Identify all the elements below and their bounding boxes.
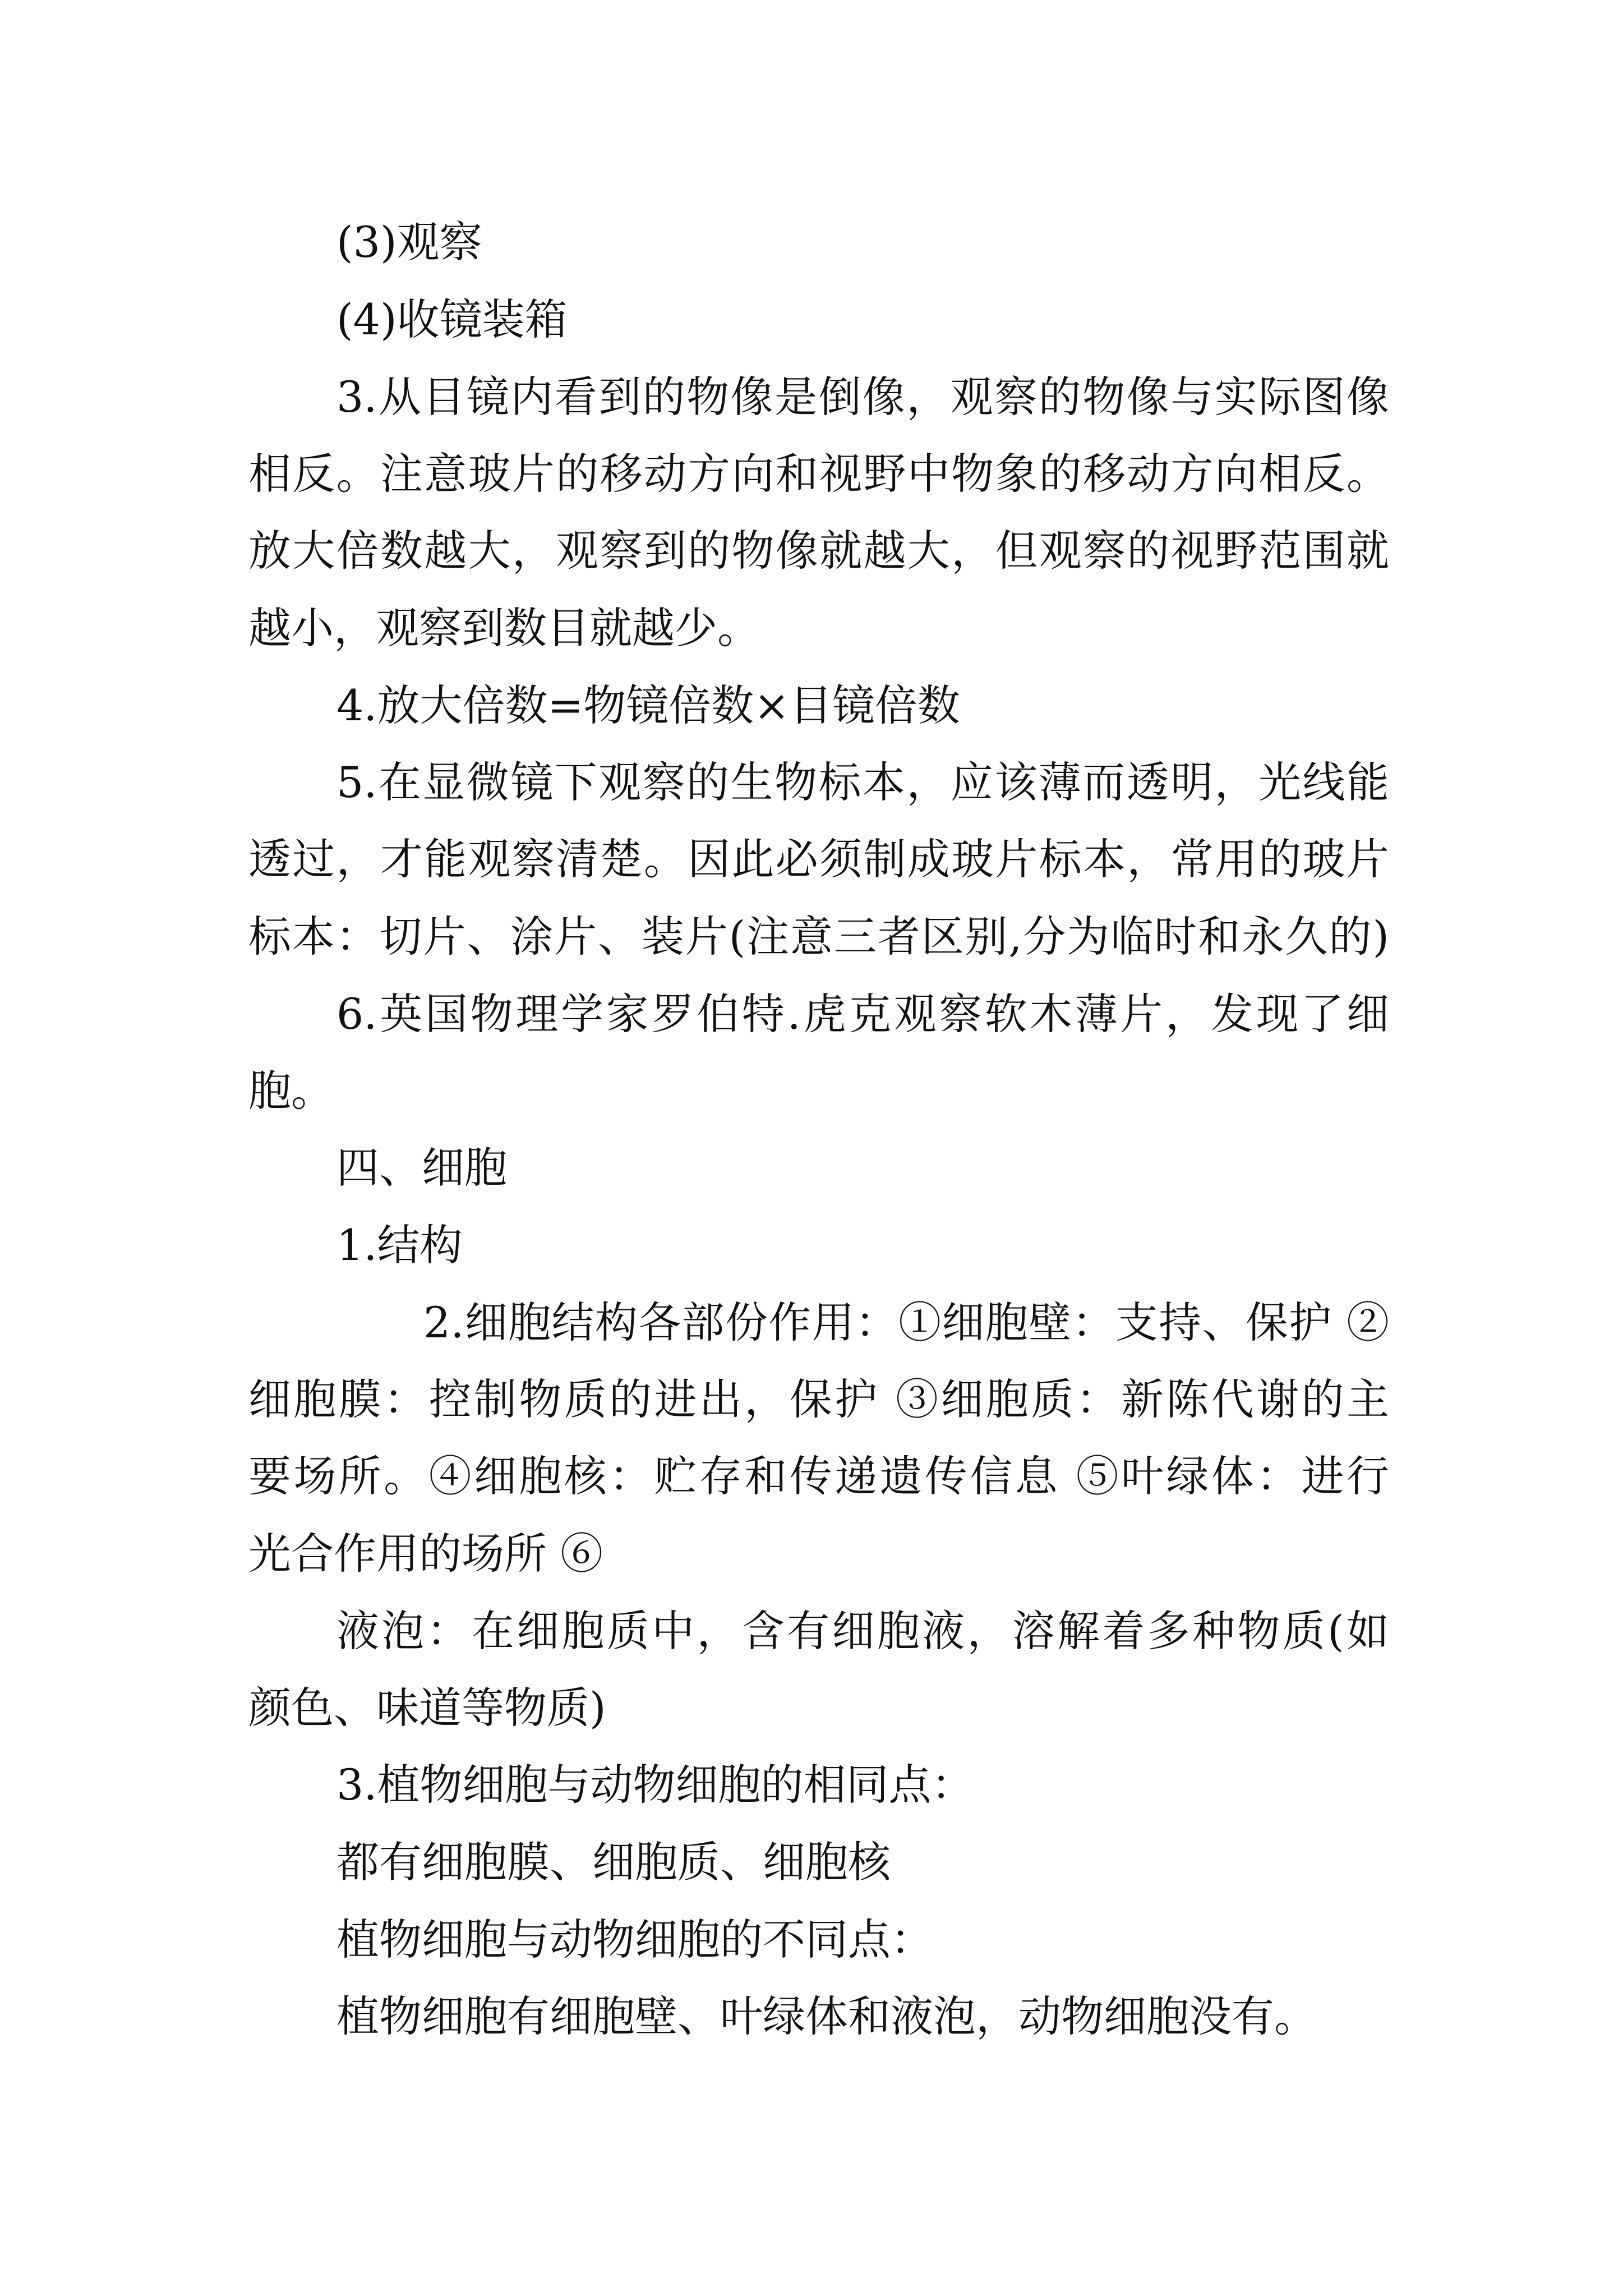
text-line: 胞。 [248,1066,334,1116]
section-heading: 四、细胞 [336,1143,507,1193]
text-line: 放大倍数越大，观察到的物像就越大，但观察的视野范围就 [248,526,1389,576]
text-line: 液泡：在细胞质中，含有细胞液，溶解着多种物质(如 [336,1606,1389,1656]
text-line: 植物细胞有细胞壁、叶绿体和液泡，动物细胞没有。 [336,1991,1317,2041]
text-line: 植物细胞与动物细胞的不同点： [336,1915,933,1964]
text-line: 相反。注意玻片的移动方向和视野中物象的移动方向相反。 [248,449,1389,499]
text-line: (3)观察 [336,217,482,267]
text-line: 要场所。④细胞核：贮存和传递遗传信息 ⑤叶绿体：进行 [248,1451,1389,1501]
text-line: 标本：切片、涂片、装片(注意三者区别,分为临时和永久的) [248,912,1389,961]
text-line: 越小，观察到数目就越少。 [248,603,760,653]
text-line: 3.植物细胞与动物细胞的相同点： [336,1760,974,1810]
text-line: 颜色、味道等物质) [248,1683,606,1733]
text-line: (4)收镜装箱 [336,295,568,344]
text-line: 细胞膜：控制物质的进出，保护 ③细胞质：新陈代谢的主 [248,1374,1389,1424]
text-line: 1.结构 [336,1220,463,1270]
text-line: 透过，才能观察清楚。因此必须制成玻片标本，常用的玻片 [248,834,1389,884]
text-line: 2.细胞结构各部份作用：①细胞壁：支持、保护 ② [423,1297,1389,1347]
text-line: 3.从目镜内看到的物像是倒像，观察的物像与实际图像 [336,372,1389,422]
text-line: 都有细胞膜、细胞质、细胞核 [336,1837,891,1887]
text-line: 6.英国物理学家罗伯特.虎克观察软木薄片，发现了细 [336,989,1389,1039]
text-line: 光合作用的场所 ⑥ [248,1529,603,1579]
text-line: 5.在显微镜下观察的生物标本，应该薄而透明，光线能 [336,757,1389,807]
text-line: 4.放大倍数=物镜倍数×目镜倍数 [336,680,960,730]
